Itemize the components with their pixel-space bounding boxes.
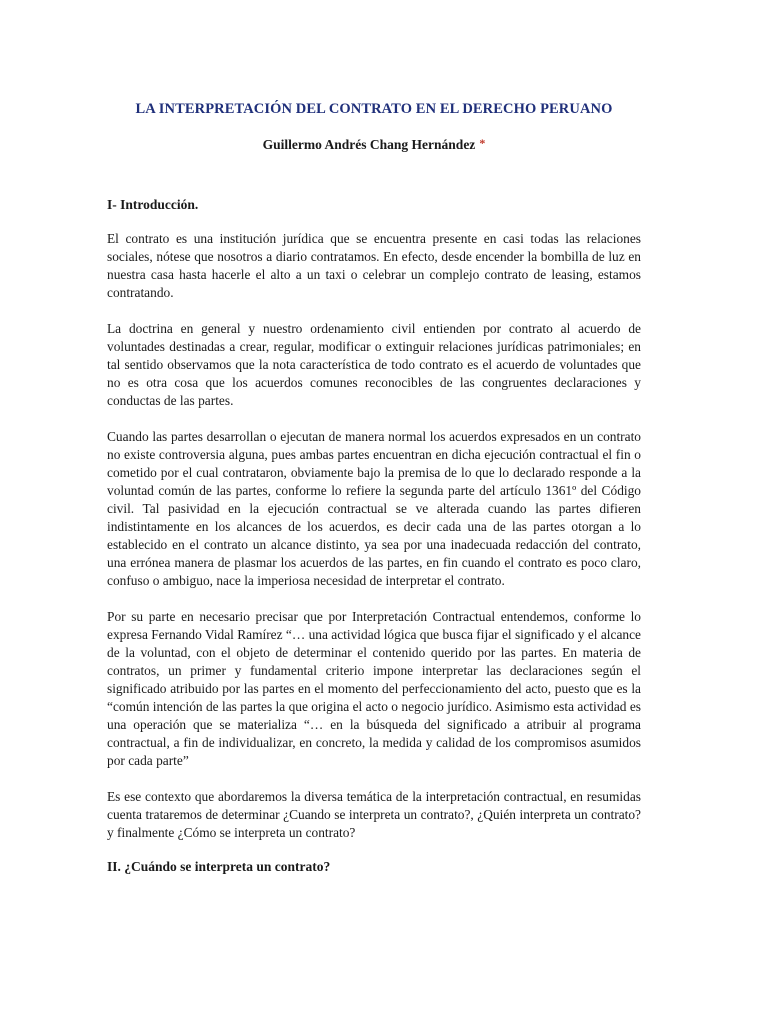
section-heading-introduccion: I- Introducción. bbox=[107, 197, 199, 212]
author-name: Guillermo Andrés Chang Hernández bbox=[262, 137, 476, 152]
paragraph: El contrato es una institución jurídica que se encuentra presente en casi todas las relaciones sociales, nótese que nosotros a diario contratamos. En efecto, desde encender la bombilla de luz en nuestra casa hasta hacerle el alto a un taxi o celebrar un complejo contrato de leasing, estamos contratando. bbox=[107, 231, 641, 300]
document-page bbox=[107, 100, 641, 876]
paragraph: La doctrina en general y nuestro ordenamiento civil entienden por contrato al acuerdo de voluntades destinadas a crear, regular, modificar o extinguir relaciones jurídicas patrimoniales; en tal sentido observamos que la nota característica de todo contrato es el acuerdo de voluntades que no es otra cosa que los acuerdos comunes reconocibles de las congruentes declaraciones y conductas de las partes. bbox=[107, 321, 641, 408]
paragraph: Cuando las partes desarrollan o ejecutan de manera normal los acuerdos expresados en un contrato no existe controversia alguna, pues ambas partes encuentran en dicha ejecución contractual el fin o cometido por el cual contrataron, obviamente bajo la premisa de lo que lo declarado responde a la voluntad común de las partes, conforme lo refiere la segunda parte del artículo 1361º del Código civil. Tal pasividad en la ejecución contractual se ve alterada cuando las partes difieren indistintamente en los alcances de los acuerdos, es decir cada una de las partes otorgan a lo establecido en el contrato un alcance distinto, ya sea por una inadecuada redacción del contrato, una errónea manera de plasmar los acuerdos de las partes, en fin cuando el contrato es poco claro, confuso o ambiguo, nace la imperiosa necesidad de interpretar el contrato. bbox=[107, 429, 641, 588]
section-heading-cuando: II. ¿Cuándo se interpreta un contrato? bbox=[107, 859, 331, 874]
paragraph: Es ese contexto que abordaremos la diversa temática de la interpretación contractual, en resumidas cuenta trataremos de determinar ¿Cuando se interpreta un contrato?, ¿Quién interpreta un contrato? y finalmente ¿Cómo se interpreta un contrato? bbox=[107, 789, 641, 840]
footnote-link[interactable]: * bbox=[479, 136, 486, 150]
author-line bbox=[107, 136, 641, 154]
spacer bbox=[107, 154, 641, 196]
document-title: LA INTERPRETACIÓN DEL CONTRATO EN EL DERECHO PERUANO bbox=[135, 101, 613, 117]
paragraph: Por su parte en necesario precisar que por Interpretación Contractual entendemos, conforme lo expresa Fernando Vidal Ramírez “… una actividad lógica que busca fijar el significado y el alcance de la voluntad, con el objeto de determinar el contenido querido por las partes. En materia de contratos, un primer y fundamental criterio impone interpretar las declaraciones según el significado atribuido por las partes en el momento del perfeccionamiento del acto, puesto que es la “común intención de las partes la que origina el acto o negocio jurídico. Asimismo esta actividad es una operación que se materializa “… en la búsqueda del significado a atribuir al programa contractual, a fin de individualizar, en concreto, la medida y calidad de los compromisos asumidos por cada parte” bbox=[107, 609, 641, 768]
